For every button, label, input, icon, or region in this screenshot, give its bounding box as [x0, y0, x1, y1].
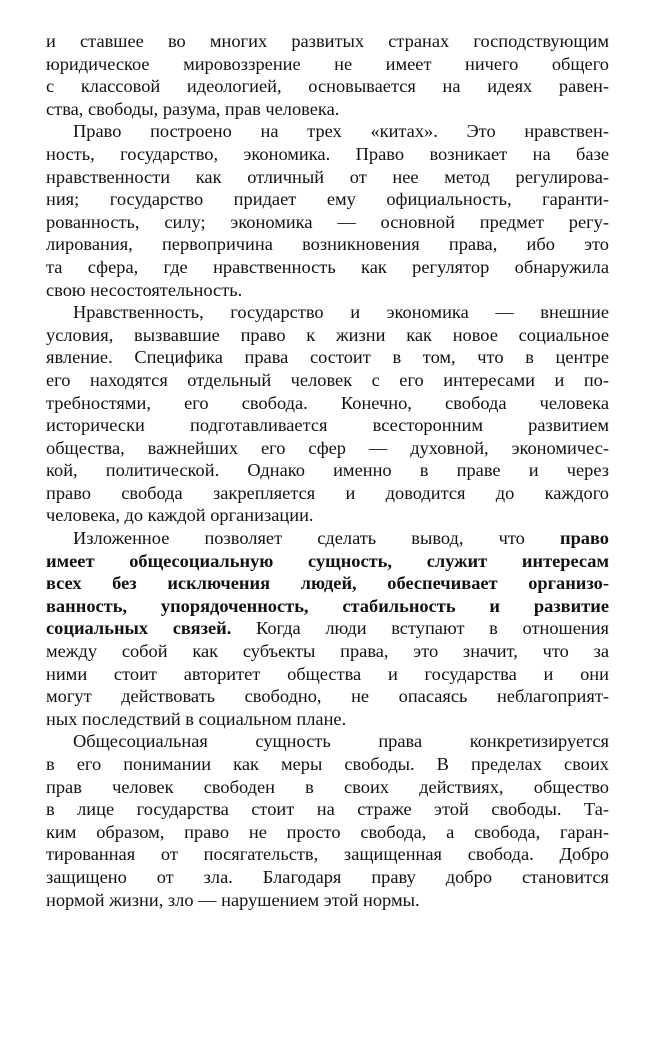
text-line: между собой как субъекты права, это значит, что за [46, 641, 609, 662]
bold-text-run: социальных связей. [46, 618, 232, 639]
text-line: Общесоциальная сущность права конкретизируется [73, 731, 609, 752]
text-line: и ставшее во многих развитых странах господствующим [46, 31, 609, 51]
text-line: исторически подготавливается всесторонним развитием [46, 415, 609, 436]
text-line: юридическое мировоззрение не имеет ничего общего [46, 53, 609, 74]
bold-text-line: ванность, упорядоченность, стабильность и развитие [46, 595, 609, 616]
text-line: свою несостоятельность. [46, 279, 243, 300]
text-line: лирования, первопричина возникновения права, ибо это [46, 234, 609, 255]
text-line: могут действовать свободно, не опасаясь неблагоприят- [46, 686, 609, 707]
text-line: в его понимании как меры свободы. В пределах своих [46, 754, 609, 774]
text-line: с классовой идеологией, основывается на идеях равен- [46, 76, 609, 97]
text-line: рованность, силу; экономика — основной предмет регу- [46, 211, 609, 232]
text-line: кой, политической. Однако именно в праве и через [46, 460, 609, 481]
text-line: человека, до каждой организации. [46, 505, 314, 526]
text-line: требностями, его свобода. Конечно, свобода человека [46, 392, 609, 413]
text-line: ними стоит авторитет общества и государства и они [46, 663, 609, 684]
text-line [46, 617, 609, 640]
text-line [46, 527, 609, 550]
text-line: ность, государство, экономика. Право возникает на базе [46, 143, 609, 164]
page-body [46, 30, 609, 911]
paragraph-4 [46, 527, 609, 730]
text-line: право свобода закрепляется и доводится до каждого [46, 482, 609, 503]
text-line: прав человек свободен в своих действиях, общество [46, 776, 609, 797]
paragraph-2 [46, 120, 609, 301]
text-line: та сфера, где нравственность как регулятор обнаружила [46, 256, 609, 277]
text-line: нормой жизни, зло — нарушением этой нормы. [46, 889, 420, 910]
text-line: ким образом, право не просто свобода, а свобода, гаран- [46, 821, 609, 842]
text-run: Когда люди вступают в отношения [231, 618, 609, 639]
text-line: Нравственность, государство и экономика — внешние [73, 302, 609, 323]
paragraph-1 [46, 30, 609, 120]
text-line: его находятся отдельный человек с его интересами и по- [46, 369, 609, 390]
bold-text-line: имеет общесоциальную сущность, служит интересам [46, 550, 609, 571]
text-line: условия, вызвавшие право к жизни как новое социальное [46, 324, 609, 345]
paragraph-5 [46, 730, 609, 911]
bold-text-line: всех без исключения людей, обеспечивает организо- [46, 573, 609, 594]
text-line: тированная от посягательств, защищенная свобода. Добро [46, 844, 609, 865]
text-run: Изложенное позволяет сделать вывод, что [73, 528, 560, 549]
text-line: ных последствий в социальном плане. [46, 708, 347, 729]
text-line: Право построено на трех «китах». Это нравствен- [73, 121, 609, 142]
text-line: ния; государство придает ему официальность, гаранти- [46, 189, 609, 210]
text-line: явление. Специфика права состоит в том, что в центре [46, 347, 609, 368]
text-line: ства, свободы, разума, прав человека. [46, 98, 340, 119]
text-line: в лице государства стоит на страже этой свободы. Та- [46, 799, 609, 820]
paragraph-3 [46, 301, 609, 527]
text-line: нравственности как отличный от нее метод регулирова- [46, 166, 609, 187]
bold-text-run: право [559, 528, 609, 549]
text-line: общества, важнейших его сфер — духовной, экономичес- [46, 437, 609, 458]
text-line: защищено от зла. Благодаря праву добро становится [46, 866, 609, 887]
